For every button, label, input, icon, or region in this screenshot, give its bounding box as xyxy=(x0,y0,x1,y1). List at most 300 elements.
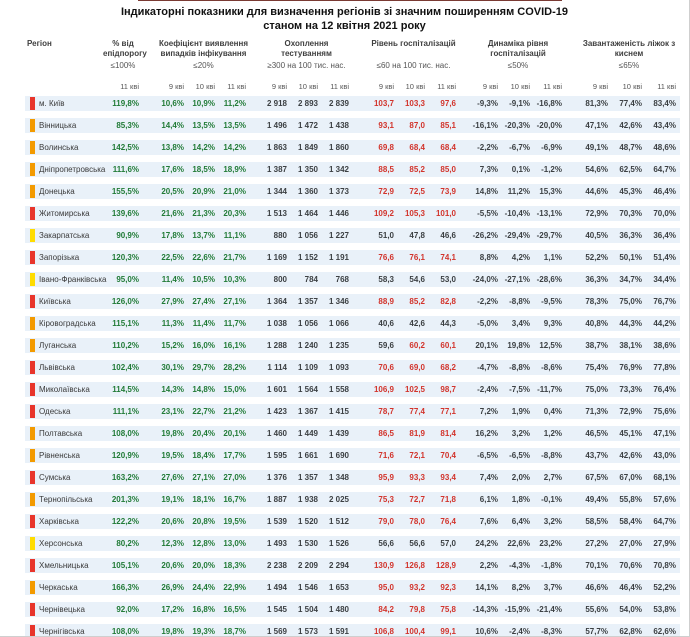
hospitalization-dynamics-value: -20,0% xyxy=(536,121,562,131)
zone-indicator-cell xyxy=(25,295,37,308)
table-row xyxy=(25,360,680,375)
zone-indicator xyxy=(30,185,35,198)
detection-coef-value: 11,4% xyxy=(192,319,215,329)
table-row xyxy=(25,492,680,507)
oxygen-beds-occupancy-value: 46,6% xyxy=(585,583,608,593)
zone-indicator xyxy=(30,163,35,176)
hospitalization-level-value: 56,6 xyxy=(378,539,394,549)
hospitalization-level-value: 79,0 xyxy=(378,517,394,527)
testing-coverage-value: 1 494 xyxy=(266,583,287,593)
group-header-1: Коефіцієнт виявлення випадків інфікування xyxy=(158,39,249,58)
zone-indicator xyxy=(30,229,35,242)
oxygen-beds-occupancy-value: 75,4% xyxy=(585,363,608,373)
hospitalization-level-value: 69,0 xyxy=(409,363,425,373)
oxygen-beds-occupancy-value: 34,7% xyxy=(619,275,642,285)
group-limit-5: ≤65% xyxy=(618,61,640,71)
oxygen-beds-occupancy-value: 75,0% xyxy=(619,297,642,307)
oxygen-beds-occupancy-value: 75,6% xyxy=(653,407,676,417)
oxygen-beds-occupancy-value: 47,1% xyxy=(653,429,676,439)
table-row xyxy=(25,96,680,111)
testing-coverage-value: 1 591 xyxy=(328,627,349,637)
testing-coverage-value: 1 653 xyxy=(328,583,349,593)
hospitalization-dynamics-value: 3,4% xyxy=(511,319,530,329)
hospitalization-dynamics-value: 0,4% xyxy=(543,407,562,417)
hospitalization-level-value: 76,4 xyxy=(440,517,456,527)
hospitalization-level-value: 42,6 xyxy=(409,319,425,329)
zone-indicator-cell xyxy=(25,273,37,286)
detection-coef-value: 11,1% xyxy=(223,231,246,241)
testing-coverage-value: 2 918 xyxy=(266,99,287,109)
testing-coverage-value: 1 512 xyxy=(328,517,349,527)
testing-coverage-value: 1 526 xyxy=(328,539,349,549)
testing-coverage-value: 2 839 xyxy=(328,99,349,109)
hospitalization-dynamics-value: -1,8% xyxy=(541,561,562,571)
zone-indicator-cell xyxy=(25,207,37,220)
testing-coverage-value: 1 288 xyxy=(266,341,287,351)
oxygen-beds-occupancy-value: 34,4% xyxy=(653,275,676,285)
region-name: Миколаївська xyxy=(39,385,90,395)
detection-coef-value: 17,6% xyxy=(161,165,184,175)
region-name: Донецька xyxy=(39,187,75,197)
table-row xyxy=(25,382,680,397)
hospitalization-dynamics-value: 12,5% xyxy=(539,341,562,351)
hospitalization-dynamics-value: 3,2% xyxy=(543,517,562,527)
hospitalization-level-value: 85,1 xyxy=(440,121,456,131)
detection-coef-value: 21,7% xyxy=(223,253,246,263)
date-label: 11 кві xyxy=(120,82,139,92)
detection-coef-value: 11,3% xyxy=(161,319,184,329)
region-name: Волинська xyxy=(39,143,79,153)
hospitalization-dynamics-value: -11,7% xyxy=(537,385,562,395)
detection-coef-value: 17,2% xyxy=(161,605,184,615)
table-row xyxy=(25,536,680,551)
zone-indicator xyxy=(30,559,35,572)
hospitalization-level-value: 72,9 xyxy=(378,187,394,197)
testing-coverage-value: 1 364 xyxy=(266,297,287,307)
date-label: 9 кві xyxy=(271,82,287,92)
hospitalization-dynamics-value: -10,4% xyxy=(504,209,530,219)
oxygen-beds-occupancy-value: 58,4% xyxy=(619,517,642,527)
table-header-dates xyxy=(25,82,680,91)
hospitalization-dynamics-value: -2,4% xyxy=(477,385,498,395)
oxygen-beds-occupancy-value: 36,4% xyxy=(653,231,676,241)
oxygen-beds-occupancy-value: 44,6% xyxy=(585,187,608,197)
table-row xyxy=(25,404,680,419)
oxygen-beds-occupancy-value: 70,1% xyxy=(585,561,608,571)
detection-coef-value: 16,0% xyxy=(192,341,215,351)
oxygen-beds-occupancy-value: 38,7% xyxy=(585,341,608,351)
hospitalization-dynamics-value: -6,9% xyxy=(541,143,562,153)
detection-coef-value: 26,9% xyxy=(161,583,184,593)
detection-coef-value: 16,7% xyxy=(223,495,246,505)
epid-threshold-value: 139,6% xyxy=(111,209,139,219)
detection-coef-value: 20,1% xyxy=(223,429,246,439)
oxygen-beds-occupancy-value: 62,5% xyxy=(619,165,642,175)
oxygen-beds-occupancy-value: 55,8% xyxy=(619,495,642,505)
oxygen-beds-occupancy-value: 52,2% xyxy=(653,583,676,593)
testing-coverage-value: 2 294 xyxy=(328,561,349,571)
epid-threshold-value: 201,3% xyxy=(111,495,139,505)
hospitalization-level-value: 68,2 xyxy=(440,363,456,373)
hospitalization-level-value: 84,2 xyxy=(378,605,394,615)
oxygen-beds-occupancy-value: 48,6% xyxy=(653,143,676,153)
zone-indicator-cell xyxy=(25,559,37,572)
hospitalization-level-value: 106,8 xyxy=(373,627,394,637)
oxygen-beds-occupancy-value: 42,6% xyxy=(619,451,642,461)
hospitalization-level-value: 44,3 xyxy=(440,319,456,329)
zone-indicator-cell xyxy=(25,471,37,484)
hospitalization-dynamics-value: -1,2% xyxy=(541,165,562,175)
group-header-0: % від епідпорогу xyxy=(103,39,147,58)
testing-coverage-value: 1 346 xyxy=(328,297,349,307)
table-row xyxy=(25,184,680,199)
table-row xyxy=(25,162,680,177)
hospitalization-level-value: 97,6 xyxy=(440,99,456,109)
table-row xyxy=(25,580,680,595)
epid-threshold-value: 90,9% xyxy=(116,231,139,241)
hospitalization-level-value: 93,1 xyxy=(378,121,394,131)
detection-coef-value: 21,0% xyxy=(223,187,246,197)
hospitalization-level-value: 77,4 xyxy=(409,407,425,417)
group-header-2: Охоплення тестуванням xyxy=(281,39,332,58)
detection-coef-value: 27,6% xyxy=(161,473,184,483)
detection-coef-value: 19,5% xyxy=(223,517,246,527)
hospitalization-level-value: 75,8 xyxy=(440,605,456,615)
testing-coverage-value: 1 342 xyxy=(328,165,349,175)
hospitalization-dynamics-value: 24,2% xyxy=(475,539,498,549)
zone-indicator xyxy=(30,581,35,594)
hospitalization-level-value: 93,2 xyxy=(409,583,425,593)
epid-threshold-value: 111,1% xyxy=(112,407,139,417)
hospitalization-dynamics-value: -29,4% xyxy=(504,231,530,241)
hospitalization-level-value: 93,4 xyxy=(440,473,456,483)
hospitalization-dynamics-value: 2,2% xyxy=(479,561,498,571)
date-label: 10 кві xyxy=(405,82,425,92)
detection-coef-value: 16,1% xyxy=(223,341,246,351)
testing-coverage-value: 1 093 xyxy=(328,363,349,373)
oxygen-beds-occupancy-value: 45,1% xyxy=(619,429,642,439)
oxygen-beds-occupancy-value: 83,4% xyxy=(653,99,676,109)
hospitalization-level-value: 88,9 xyxy=(378,297,394,307)
hospitalization-dynamics-value: -5,5% xyxy=(477,209,498,219)
hospitalization-level-value: 58,3 xyxy=(378,275,394,285)
hospitalization-level-value: 69,8 xyxy=(378,143,394,153)
hospitalization-level-value: 70,6 xyxy=(378,363,394,373)
hospitalization-level-value: 81,4 xyxy=(440,429,456,439)
hospitalization-dynamics-value: 15,3% xyxy=(539,187,562,197)
hospitalization-level-value: 101,0 xyxy=(435,209,456,219)
detection-coef-value: 20,0% xyxy=(192,561,215,571)
detection-coef-value: 27,0% xyxy=(223,473,246,483)
testing-coverage-value: 1 504 xyxy=(297,605,318,615)
oxygen-beds-occupancy-value: 76,9% xyxy=(619,363,642,373)
zone-indicator-cell xyxy=(25,427,37,440)
oxygen-beds-occupancy-value: 53,8% xyxy=(653,605,676,615)
oxygen-beds-occupancy-value: 73,3% xyxy=(619,385,642,395)
region-name: Запорізька xyxy=(39,253,80,263)
zone-indicator xyxy=(30,207,35,220)
hospitalization-dynamics-value: 6,4% xyxy=(511,517,530,527)
hospitalization-level-value: 79,8 xyxy=(409,605,425,615)
hospitalization-dynamics-value: -26,2% xyxy=(472,231,498,241)
oxygen-beds-occupancy-value: 44,3% xyxy=(619,319,642,329)
hospitalization-level-value: 75,3 xyxy=(378,495,394,505)
detection-coef-value: 19,8% xyxy=(161,429,184,439)
hospitalization-level-value: 54,6 xyxy=(409,275,425,285)
hospitalization-dynamics-value: -8,6% xyxy=(541,363,562,373)
oxygen-beds-occupancy-value: 76,4% xyxy=(653,385,676,395)
detection-coef-value: 21,3% xyxy=(192,209,215,219)
hospitalization-level-value: 72,5 xyxy=(409,187,425,197)
hospitalization-dynamics-value: -7,5% xyxy=(509,385,530,395)
group-header-4: Динаміка рівня госпіталізацій xyxy=(487,39,549,58)
region-name: Кіровоградська xyxy=(39,319,96,329)
hospitalization-level-value: 56,6 xyxy=(409,539,425,549)
oxygen-beds-occupancy-value: 44,2% xyxy=(653,319,676,329)
zone-indicator-cell xyxy=(25,361,37,374)
table-row xyxy=(25,272,680,287)
detection-coef-value: 14,3% xyxy=(161,385,184,395)
hospitalization-dynamics-value: 7,4% xyxy=(479,473,498,483)
detection-coef-value: 14,4% xyxy=(161,121,184,131)
zone-indicator-cell xyxy=(25,229,37,242)
detection-coef-value: 27,4% xyxy=(192,297,215,307)
hospitalization-dynamics-value: 4,2% xyxy=(511,253,530,263)
hospitalization-dynamics-value: -14,3% xyxy=(472,605,498,615)
testing-coverage-value: 1 938 xyxy=(297,495,318,505)
zone-indicator-cell xyxy=(25,405,37,418)
oxygen-beds-occupancy-value: 70,8% xyxy=(653,561,676,571)
oxygen-beds-occupancy-value: 57,6% xyxy=(653,495,676,505)
detection-coef-value: 24,4% xyxy=(192,583,215,593)
hospitalization-level-value: 130,9 xyxy=(373,561,394,571)
oxygen-beds-occupancy-value: 76,7% xyxy=(653,297,676,307)
testing-coverage-value: 1 350 xyxy=(297,165,318,175)
testing-coverage-value: 1 344 xyxy=(266,187,287,197)
oxygen-beds-occupancy-value: 67,5% xyxy=(585,473,608,483)
testing-coverage-value: 1 496 xyxy=(266,121,287,131)
testing-coverage-value: 1 546 xyxy=(297,583,318,593)
zone-indicator xyxy=(30,317,35,330)
oxygen-beds-occupancy-value: 27,2% xyxy=(585,539,608,549)
epid-threshold-value: 102,4% xyxy=(111,363,139,373)
zone-indicator xyxy=(30,273,35,286)
hospitalization-dynamics-value: 1,9% xyxy=(511,407,530,417)
region-name: Черкаська xyxy=(39,583,78,593)
hospitalization-dynamics-value: -29,7% xyxy=(536,231,562,241)
title-line-2: станом на 12 квітня 2021 року xyxy=(263,20,426,32)
testing-coverage-value: 1 564 xyxy=(297,385,318,395)
region-name: Київська xyxy=(39,297,71,307)
oxygen-beds-occupancy-value: 51,4% xyxy=(653,253,676,263)
table-row xyxy=(25,448,680,463)
testing-coverage-value: 1 887 xyxy=(266,495,287,505)
group-limit-3: ≤60 на 100 тис. нас. xyxy=(376,61,451,71)
oxygen-beds-occupancy-value: 57,7% xyxy=(585,627,608,637)
zone-indicator-cell xyxy=(25,449,37,462)
zone-indicator-cell xyxy=(25,163,37,176)
oxygen-beds-occupancy-value: 54,0% xyxy=(619,605,642,615)
zone-indicator xyxy=(30,603,35,616)
oxygen-beds-occupancy-value: 62,6% xyxy=(653,627,676,637)
oxygen-beds-occupancy-value: 27,9% xyxy=(653,539,676,549)
detection-coef-value: 27,1% xyxy=(223,297,246,307)
hospitalization-level-value: 78,0 xyxy=(409,517,425,527)
hospitalization-dynamics-value: -9,3% xyxy=(477,99,498,109)
zone-indicator xyxy=(30,361,35,374)
date-label: 10 кві xyxy=(298,82,318,92)
detection-coef-value: 22,7% xyxy=(192,407,215,417)
detection-coef-value: 20,5% xyxy=(161,187,184,197)
hospitalization-level-value: 126,8 xyxy=(404,561,425,571)
hospitalization-level-value: 57,0 xyxy=(440,539,456,549)
epid-threshold-value: 108,0% xyxy=(111,429,139,439)
detection-coef-value: 15,2% xyxy=(161,341,184,351)
hospitalization-dynamics-value: -16,8% xyxy=(536,99,562,109)
hospitalization-dynamics-value: 6,1% xyxy=(479,495,498,505)
detection-coef-value: 29,7% xyxy=(192,363,215,373)
zone-indicator-cell xyxy=(25,625,37,637)
zone-indicator-cell xyxy=(25,317,37,330)
hospitalization-level-value: 85,0 xyxy=(440,165,456,175)
hospitalization-level-value: 71,8 xyxy=(440,495,456,505)
date-label: 9 кві xyxy=(482,82,498,92)
zone-indicator xyxy=(30,141,35,154)
hospitalization-level-value: 86,5 xyxy=(378,429,394,439)
date-label: 10 кві xyxy=(622,82,642,92)
region-name: Одеська xyxy=(39,407,71,417)
hospitalization-level-value: 98,7 xyxy=(440,385,456,395)
region-name: Тернопільська xyxy=(39,495,93,505)
hospitalization-level-value: 77,1 xyxy=(440,407,456,417)
detection-coef-value: 20,3% xyxy=(223,209,246,219)
oxygen-beds-occupancy-value: 40,5% xyxy=(585,231,608,241)
testing-coverage-value: 800 xyxy=(273,275,287,285)
region-name: Полтавська xyxy=(39,429,83,439)
hospitalization-level-value: 105,3 xyxy=(404,209,425,219)
hospitalization-dynamics-value: -9,1% xyxy=(509,99,530,109)
indicators-table xyxy=(25,39,680,637)
hospitalization-dynamics-value: 2,7% xyxy=(543,473,562,483)
hospitalization-dynamics-value: 14,8% xyxy=(475,187,498,197)
hospitalization-level-value: 70,4 xyxy=(440,451,456,461)
date-label: 10 кві xyxy=(510,82,530,92)
testing-coverage-value: 1 438 xyxy=(328,121,349,131)
zone-indicator-cell xyxy=(25,537,37,550)
hospitalization-dynamics-value: -27,1% xyxy=(504,275,530,285)
hospitalization-dynamics-value: 9,3% xyxy=(543,319,562,329)
region-name: Чернігівська xyxy=(39,627,85,637)
detection-coef-value: 21,2% xyxy=(223,407,246,417)
table-row xyxy=(25,250,680,265)
detection-coef-value: 30,1% xyxy=(161,363,184,373)
zone-indicator-cell xyxy=(25,185,37,198)
oxygen-beds-occupancy-value: 27,0% xyxy=(619,539,642,549)
hospitalization-dynamics-value: 7,6% xyxy=(479,517,498,527)
hospitalization-dynamics-value: 7,2% xyxy=(479,407,498,417)
testing-coverage-value: 1 152 xyxy=(297,253,318,263)
group-limit-1: ≤20% xyxy=(193,61,214,71)
detection-coef-value: 13,8% xyxy=(161,143,184,153)
date-label: 9 кві xyxy=(168,82,184,92)
testing-coverage-value: 1 038 xyxy=(266,319,287,329)
oxygen-beds-occupancy-value: 47,1% xyxy=(585,121,608,131)
table-row xyxy=(25,558,680,573)
detection-coef-value: 22,6% xyxy=(192,253,215,263)
hospitalization-dynamics-value: -8,8% xyxy=(541,451,562,461)
detection-coef-value: 21,6% xyxy=(161,209,184,219)
table-row xyxy=(25,602,680,617)
hospitalization-dynamics-value: 14,1% xyxy=(475,583,498,593)
epid-threshold-value: 122,2% xyxy=(111,517,139,527)
oxygen-beds-occupancy-value: 77,8% xyxy=(653,363,676,373)
oxygen-beds-occupancy-value: 67,0% xyxy=(619,473,642,483)
testing-coverage-value: 1 558 xyxy=(328,385,349,395)
table-header-limits xyxy=(25,58,680,70)
table-row xyxy=(25,426,680,441)
testing-coverage-value: 1 601 xyxy=(266,385,287,395)
testing-coverage-value: 1 066 xyxy=(328,319,349,329)
testing-coverage-value: 1 235 xyxy=(328,341,349,351)
epid-threshold-value: 80,2% xyxy=(116,539,139,549)
title-line-1: Індикаторні показники для визначення регіонів зі значним поширенням COVID-19 xyxy=(120,6,568,18)
epid-threshold-value: 126,0% xyxy=(111,297,139,307)
testing-coverage-value: 1 423 xyxy=(266,407,287,417)
hospitalization-dynamics-value: -6,7% xyxy=(509,143,530,153)
zone-indicator-cell xyxy=(25,493,37,506)
region-name: Дніпропетровська xyxy=(39,165,106,175)
hospitalization-level-value: 59,6 xyxy=(378,341,394,351)
testing-coverage-value: 1 191 xyxy=(328,253,349,263)
zone-indicator xyxy=(30,537,35,550)
detection-coef-value: 15,0% xyxy=(223,385,246,395)
hospitalization-dynamics-value: -16,1% xyxy=(472,121,498,131)
detection-coef-value: 13,7% xyxy=(192,231,215,241)
testing-coverage-value: 1 373 xyxy=(328,187,349,197)
zone-indicator xyxy=(30,405,35,418)
testing-coverage-value: 2 209 xyxy=(297,561,318,571)
date-label: 11 кві xyxy=(543,82,562,92)
epid-threshold-value: 166,3% xyxy=(111,583,139,593)
group-header-3: Рівень госпіталізацій xyxy=(371,39,456,48)
zone-indicator-cell xyxy=(25,141,37,154)
hospitalization-level-value: 85,2 xyxy=(409,297,425,307)
hospitalization-dynamics-value: -4,7% xyxy=(477,363,498,373)
testing-coverage-value: 1 460 xyxy=(266,429,287,439)
detection-coef-value: 19,5% xyxy=(161,451,184,461)
region-name: Чернівецька xyxy=(39,605,85,615)
oxygen-beds-occupancy-value: 50,1% xyxy=(619,253,642,263)
testing-coverage-value: 1 863 xyxy=(266,143,287,153)
hospitalization-level-value: 53,0 xyxy=(440,275,456,285)
hospitalization-level-value: 71,6 xyxy=(378,451,394,461)
oxygen-beds-occupancy-value: 43,0% xyxy=(653,451,676,461)
table-row xyxy=(25,206,680,221)
oxygen-beds-occupancy-value: 48,7% xyxy=(619,143,642,153)
hospitalization-dynamics-value: -13,1% xyxy=(536,209,562,219)
testing-coverage-value: 1 472 xyxy=(297,121,318,131)
table-row xyxy=(25,140,680,155)
hospitalization-dynamics-value: 0,1% xyxy=(511,165,530,175)
hospitalization-level-value: 87,0 xyxy=(409,121,425,131)
detection-coef-value: 28,2% xyxy=(223,363,246,373)
region-name: Житомирська xyxy=(39,209,90,219)
testing-coverage-value: 2 238 xyxy=(266,561,287,571)
oxygen-beds-occupancy-value: 72,9% xyxy=(619,407,642,417)
hospitalization-level-value: 74,1 xyxy=(440,253,456,263)
zone-indicator xyxy=(30,625,35,637)
oxygen-beds-occupancy-value: 46,4% xyxy=(653,187,676,197)
